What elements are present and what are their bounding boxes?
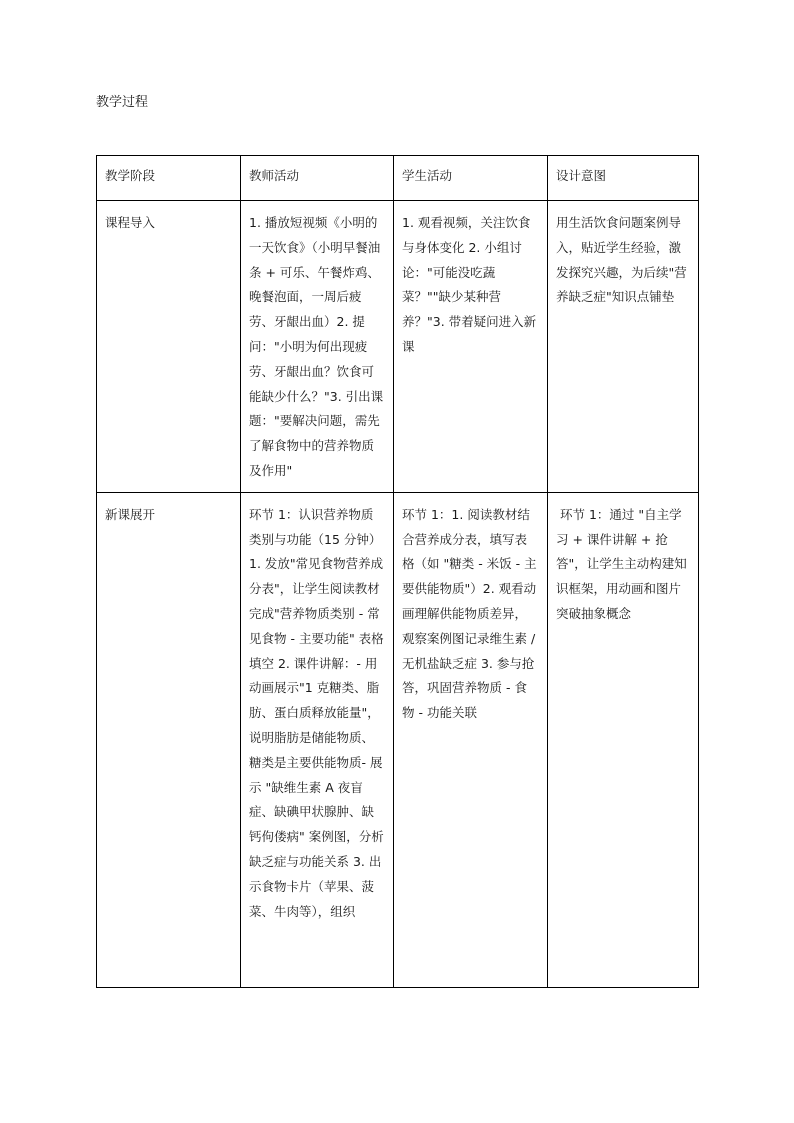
- cell-stage: 新课展开: [97, 492, 241, 987]
- page-heading: 教学过程: [96, 95, 149, 110]
- header-student-activity: 学生活动: [394, 156, 548, 201]
- header-design-intent: 设计意图: [548, 156, 699, 201]
- cell-teacher-activity: 1. 播放短视频《小明的一天饮食》（小明早餐油条 + 可乐、午餐炸鸡、晚餐泡面，一周后疲劳、牙龈出血）2. 提问："小明为何出现疲劳、牙龈出血？饮食可能缺少什么？"3. 引出课题："要解决问题，需先了解食物中的营养物质及作用": [241, 201, 394, 493]
- header-stage: 教学阶段: [97, 156, 241, 201]
- header-teacher-activity: 教师活动: [241, 156, 394, 201]
- cell-design-intent: 环节 1：通过 "自主学习 + 课件讲解 + 抢答"，让学生主动构建知识框架，用动画和图片突破抽象概念: [548, 492, 699, 987]
- cell-design-intent: 用生活饮食问题案例导入，贴近学生经验，激发探究兴趣，为后续"营养缺乏症"知识点铺垫: [548, 201, 699, 493]
- cell-student-activity: 环节 1：1. 阅读教材结合营养成分表，填写表格（如 "糖类 - 米饭 - 主要供能物质"）2. 观看动画理解供能物质差异，观察案例图记录维生素 / 无机盐缺乏症 3. 参与抢答，巩固营养物质 - 食物 - 功能关联: [394, 492, 548, 987]
- cell-teacher-activity: 环节 1：认识营养物质类别与功能（15 分钟）1. 发放"常见食物营养成分表"，让学生阅读教材完成"营养物质类别 - 常见食物 - 主要功能" 表格填空 2. 课件讲解：- 用动画展示"1 克糖类、脂肪、蛋白质释放能量"，说明脂肪是储能物质、糖类是主要供能物质- 展示 "缺维生素 A 夜盲症、缺碘甲状腺肿、缺钙佝偻病" 案例图，分析缺乏症与功能关系 3. 出示食物卡片（苹果、菠菜、牛肉等），组织: [241, 492, 394, 987]
- teaching-process-table: [96, 155, 699, 988]
- table-row: [97, 201, 699, 493]
- cell-student-activity: 1. 观看视频，关注饮食与身体变化 2. 小组讨论："可能没吃蔬菜？""缺少某种营养？"3. 带着疑问进入新课: [394, 201, 548, 493]
- cell-stage: 课程导入: [97, 201, 241, 493]
- table-row: [97, 492, 699, 987]
- table-header-row: [97, 156, 699, 201]
